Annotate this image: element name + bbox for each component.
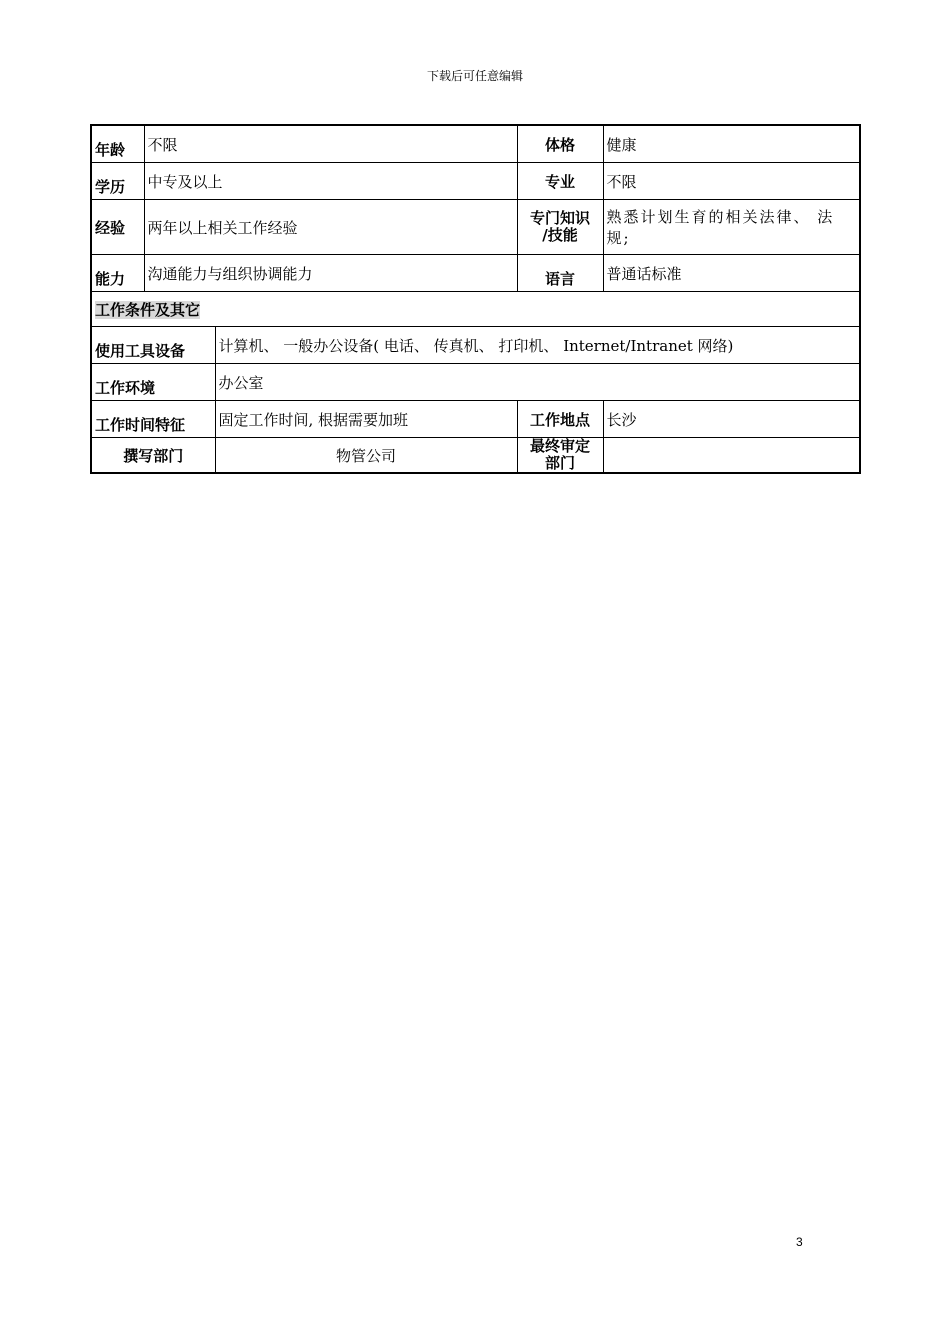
table-row (91, 163, 860, 200)
environment-label: 工作环境 (91, 364, 215, 401)
table-row (91, 438, 860, 474)
table-row (91, 401, 860, 438)
expertise-label-line2: /技能 (542, 226, 578, 244)
major-value: 不限 (603, 163, 860, 200)
table-row (91, 200, 860, 255)
table-row (91, 255, 860, 292)
ability-value: 沟通能力与组织协调能力 (144, 255, 517, 292)
final-review-label (517, 438, 603, 474)
ability-label: 能力 (91, 255, 144, 292)
table-row (91, 364, 860, 401)
major-label: 专业 (517, 163, 603, 200)
author-dept-value: 物管公司 (215, 438, 517, 474)
page-number: 3 (796, 1235, 803, 1249)
section-title (91, 292, 860, 327)
header-note: 下载后可任意编辑 (426, 69, 523, 83)
age-value: 不限 (144, 125, 517, 163)
final-review-label-line2: 部门 (545, 454, 576, 472)
experience-value: 两年以上相关工作经验 (144, 200, 517, 255)
education-value: 中专及以上 (144, 163, 517, 200)
location-value: 长沙 (603, 401, 860, 438)
expertise-label (517, 200, 603, 255)
experience-label: 经验 (91, 200, 144, 255)
expertise-value: 熟悉计划生育的相关法律、 法规; (603, 200, 860, 255)
education-label: 学历 (91, 163, 144, 200)
physique-value: 健康 (603, 125, 860, 163)
table-row (91, 125, 860, 163)
tools-label: 使用工具设备 (91, 327, 215, 364)
language-value: 普通话标准 (603, 255, 860, 292)
section-title-text: 工作条件及其它 (95, 300, 201, 319)
tools-value: 计算机、 一般办公设备( 电话、 传真机、 打印机、 Internet/Intranet 网络) (215, 327, 860, 364)
location-label: 工作地点 (517, 401, 603, 438)
environment-value: 办公室 (215, 364, 860, 401)
final-review-label-line1: 最终审定 (530, 437, 591, 455)
table-row (91, 292, 860, 327)
table-row (91, 327, 860, 364)
worktime-value: 固定工作时间, 根据需要加班 (215, 401, 517, 438)
worktime-label: 工作时间特征 (91, 401, 215, 438)
physique-label: 体格 (517, 125, 603, 163)
final-review-value (603, 438, 860, 474)
author-dept-label: 撰写部门 (91, 438, 215, 474)
expertise-label-line1: 专门知识 (530, 209, 591, 227)
language-label: 语言 (517, 255, 603, 292)
age-label: 年龄 (91, 125, 144, 163)
job-description-table (90, 124, 861, 474)
